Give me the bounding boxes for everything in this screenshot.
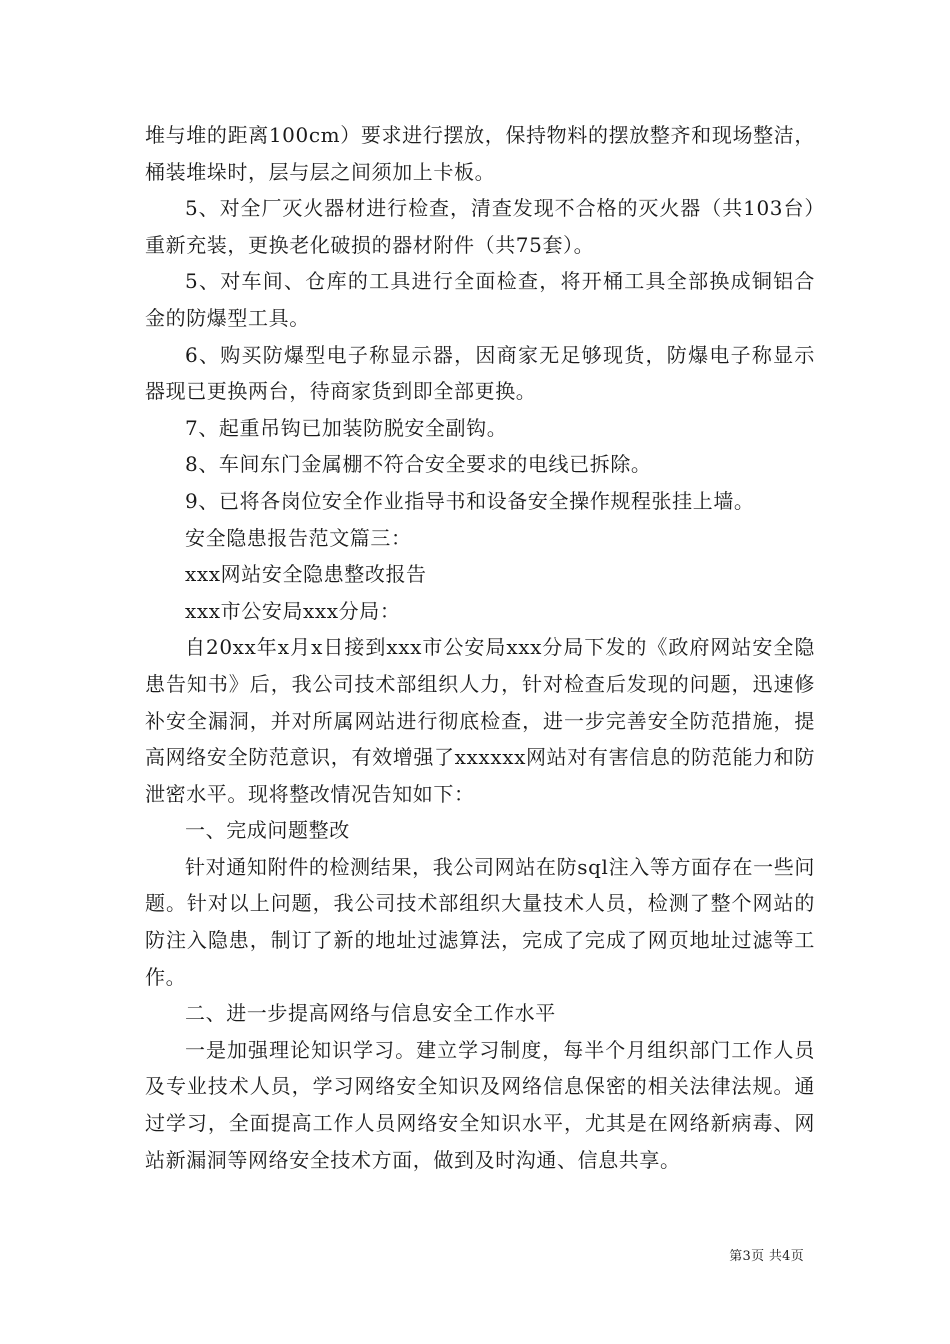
paragraph: 针对通知附件的检测结果，我公司网站在防sql注入等方面存在一些问题。针对以上问题，我公司技术部组织大量技术人员，检测了整个网站的防注入隐患，制订了新的地址过滤算法，完成了完成了网页地址过滤等工作。 xyxy=(145,854,815,989)
paragraph: 6、购买防爆型电子称显示器，因商家无足够现货，防爆电子称显示器现已更换两台，待商家货到即全部更换。 xyxy=(145,342,815,404)
paragraph: 一是加强理论知识学习。建立学习制度，每半个月组织部门工作人员及专业技术人员，学习网络安全知识及网络信息保密的相关法律法规。通过学习，全面提高工作人员网络安全知识水平，尤其是在网络新病毒、网站新漏洞等网络安全技术方面，做到及时沟通、信息共享。 xyxy=(145,1037,815,1172)
paragraph: 5、对车间、仓库的工具进行全面检查，将开桶工具全部换成铜铝合金的防爆型工具。 xyxy=(145,269,815,330)
report-title: xxx网站安全隐患整改报告 xyxy=(185,562,427,587)
section-heading: 二、进一步提高网络与信息安全工作水平 xyxy=(185,1001,556,1026)
paragraph: 5、对全厂灭火器材进行检查，清查发现不合格的灭火器（共103台）重新充装，更换老化破损的器材附件（共75套）。 xyxy=(145,196,815,257)
document-body xyxy=(145,117,815,1178)
addressee: xxx市公安局xxx分局： xyxy=(185,598,401,623)
paragraph: 自20xx年x月x日接到xxx市公安局xxx分局下发的《政府网站安全隐患告知书》后，我公司技术部组织人力，针对检查后发现的问题，迅速修补安全漏洞，并对所属网站进行彻底检查，进一步完善安全防范措施，提高网络安全防范意识，有效增强了xxxxxx网站对有害信息的防范能力和防泄密水平。现将整改情况告知如下： xyxy=(145,635,815,806)
paragraph: 9、已将各岗位安全作业指导书和设备安全操作规程张挂上墙。 xyxy=(185,488,755,513)
paragraph: 7、起重吊钩已加装防脱安全副钩。 xyxy=(185,415,508,440)
paragraph: 8、车间东门金属棚不符合安全要求的电线已拆除。 xyxy=(185,452,652,477)
section-heading: 一、完成问题整改 xyxy=(185,818,350,843)
page-number-footer: 第3页 共4页 xyxy=(729,1249,804,1264)
section-heading: 安全隐患报告范文篇三： xyxy=(185,525,412,550)
paragraph: 堆与堆的距离100cm）要求进行摆放，保持物料的摆放整齐和现场整洁，桶装堆垛时，层与层之间须加上卡板。 xyxy=(145,123,815,184)
